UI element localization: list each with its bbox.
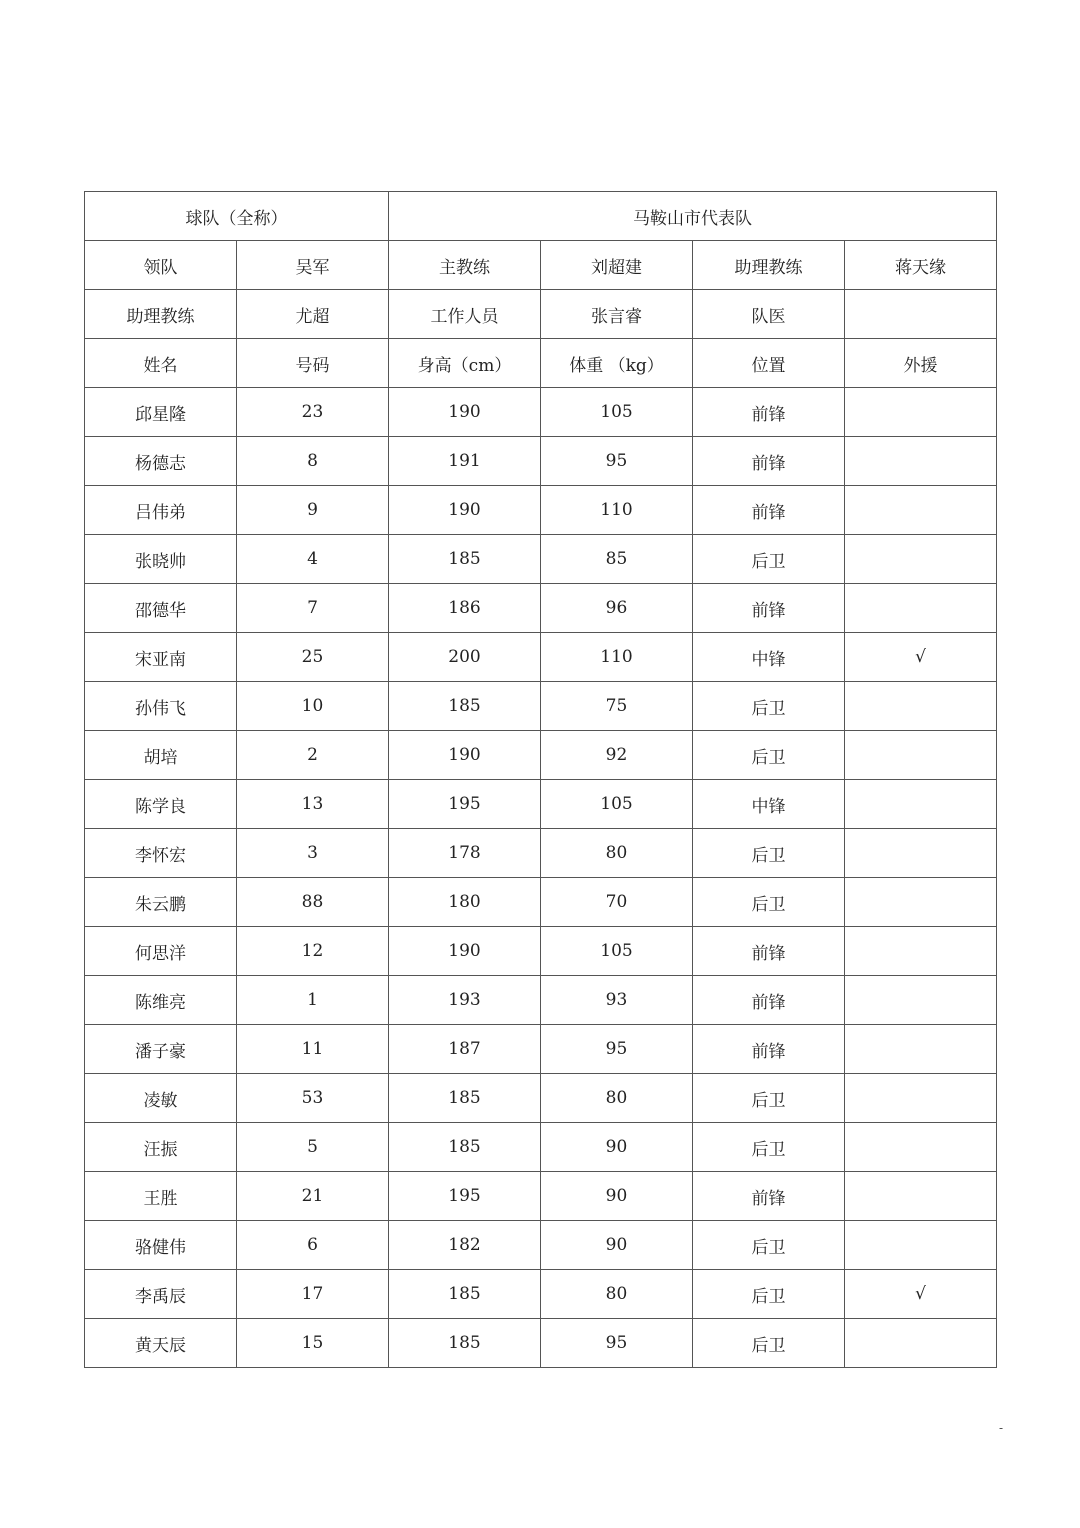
column-header: 体重 （kg）	[541, 339, 693, 388]
player-foreign	[845, 1319, 997, 1368]
player-number: 1	[237, 976, 389, 1025]
player-number: 6	[237, 1221, 389, 1270]
player-foreign	[845, 437, 997, 486]
assistant-coach-name: 尤超	[237, 290, 389, 339]
column-header: 位置	[693, 339, 845, 388]
player-height: 178	[389, 829, 541, 878]
player-height: 195	[389, 1172, 541, 1221]
player-height: 190	[389, 731, 541, 780]
player-number: 15	[237, 1319, 389, 1368]
head-coach-label: 主教练	[389, 241, 541, 290]
player-foreign	[845, 1074, 997, 1123]
player-foreign	[845, 1172, 997, 1221]
player-row	[85, 1123, 997, 1172]
player-position: 前锋	[693, 388, 845, 437]
player-row	[85, 1074, 997, 1123]
leader-name: 吴军	[237, 241, 389, 290]
player-position: 后卫	[693, 1123, 845, 1172]
player-row	[85, 976, 997, 1025]
player-row	[85, 1221, 997, 1270]
player-number: 11	[237, 1025, 389, 1074]
player-number: 9	[237, 486, 389, 535]
player-position: 前锋	[693, 976, 845, 1025]
player-row	[85, 682, 997, 731]
player-height: 185	[389, 1074, 541, 1123]
player-height: 195	[389, 780, 541, 829]
player-row	[85, 535, 997, 584]
player-name: 李禹辰	[85, 1270, 237, 1319]
player-number: 17	[237, 1270, 389, 1319]
player-height: 200	[389, 633, 541, 682]
head-coach-name: 刘超建	[541, 241, 693, 290]
player-name: 凌敏	[85, 1074, 237, 1123]
player-number: 10	[237, 682, 389, 731]
player-height: 185	[389, 1319, 541, 1368]
player-position: 前锋	[693, 437, 845, 486]
player-name: 骆健伟	[85, 1221, 237, 1270]
player-row	[85, 388, 997, 437]
player-row	[85, 584, 997, 633]
player-weight: 105	[541, 927, 693, 976]
player-number: 88	[237, 878, 389, 927]
player-number: 7	[237, 584, 389, 633]
player-position: 前锋	[693, 1025, 845, 1074]
player-number: 3	[237, 829, 389, 878]
page-mark: -	[999, 1421, 1004, 1435]
player-weight: 110	[541, 486, 693, 535]
staff-row	[85, 241, 997, 290]
player-weight: 105	[541, 388, 693, 437]
player-foreign	[845, 780, 997, 829]
player-number: 13	[237, 780, 389, 829]
leader-label: 领队	[85, 241, 237, 290]
player-name: 邵德华	[85, 584, 237, 633]
staff-label: 工作人员	[389, 290, 541, 339]
player-number: 4	[237, 535, 389, 584]
player-foreign	[845, 486, 997, 535]
player-foreign	[845, 682, 997, 731]
player-weight: 95	[541, 437, 693, 486]
player-weight: 95	[541, 1319, 693, 1368]
player-height: 187	[389, 1025, 541, 1074]
player-weight: 95	[541, 1025, 693, 1074]
player-row	[85, 1025, 997, 1074]
player-height: 182	[389, 1221, 541, 1270]
team-row	[85, 192, 997, 241]
player-weight: 110	[541, 633, 693, 682]
player-height: 185	[389, 1123, 541, 1172]
player-row	[85, 1270, 997, 1319]
player-weight: 90	[541, 1172, 693, 1221]
player-name: 胡培	[85, 731, 237, 780]
player-name: 邱星隆	[85, 388, 237, 437]
player-height: 180	[389, 878, 541, 927]
column-header: 身高（cm）	[389, 339, 541, 388]
player-name: 张晓帅	[85, 535, 237, 584]
column-header: 号码	[237, 339, 389, 388]
player-name: 李怀宏	[85, 829, 237, 878]
player-name: 汪振	[85, 1123, 237, 1172]
player-position: 后卫	[693, 1221, 845, 1270]
player-row	[85, 731, 997, 780]
player-position: 前锋	[693, 584, 845, 633]
player-height: 185	[389, 535, 541, 584]
player-position: 后卫	[693, 1270, 845, 1319]
player-height: 186	[389, 584, 541, 633]
player-name: 黄天辰	[85, 1319, 237, 1368]
player-name: 陈维亮	[85, 976, 237, 1025]
player-number: 21	[237, 1172, 389, 1221]
player-foreign	[845, 731, 997, 780]
player-position: 后卫	[693, 731, 845, 780]
player-weight: 90	[541, 1221, 693, 1270]
player-name: 王胜	[85, 1172, 237, 1221]
player-foreign	[845, 388, 997, 437]
player-weight: 70	[541, 878, 693, 927]
team-name: 马鞍山市代表队	[389, 192, 997, 241]
player-row	[85, 927, 997, 976]
player-position: 后卫	[693, 1074, 845, 1123]
player-position: 前锋	[693, 486, 845, 535]
player-position: 中锋	[693, 633, 845, 682]
player-row	[85, 829, 997, 878]
column-header-row	[85, 339, 997, 388]
player-name: 朱云鹏	[85, 878, 237, 927]
player-row	[85, 1319, 997, 1368]
player-height: 193	[389, 976, 541, 1025]
player-position: 后卫	[693, 829, 845, 878]
player-name: 孙伟飞	[85, 682, 237, 731]
player-number: 12	[237, 927, 389, 976]
player-weight: 75	[541, 682, 693, 731]
player-height: 191	[389, 437, 541, 486]
assistant-coach-label: 助理教练	[693, 241, 845, 290]
player-weight: 80	[541, 1074, 693, 1123]
player-row	[85, 1172, 997, 1221]
player-foreign	[845, 976, 997, 1025]
player-weight: 80	[541, 829, 693, 878]
player-name: 吕伟弟	[85, 486, 237, 535]
assistant-coach-label: 助理教练	[85, 290, 237, 339]
player-position: 后卫	[693, 878, 845, 927]
player-number: 25	[237, 633, 389, 682]
player-weight: 105	[541, 780, 693, 829]
doctor-label: 队医	[693, 290, 845, 339]
player-height: 190	[389, 486, 541, 535]
player-number: 53	[237, 1074, 389, 1123]
player-foreign	[845, 829, 997, 878]
player-weight: 85	[541, 535, 693, 584]
player-name: 杨德志	[85, 437, 237, 486]
player-position: 中锋	[693, 780, 845, 829]
player-height: 185	[389, 682, 541, 731]
player-row	[85, 878, 997, 927]
player-position: 后卫	[693, 682, 845, 731]
player-foreign: √	[845, 633, 997, 682]
roster-table	[84, 191, 997, 1368]
player-weight: 92	[541, 731, 693, 780]
player-position: 后卫	[693, 1319, 845, 1368]
column-header: 姓名	[85, 339, 237, 388]
player-row	[85, 633, 997, 682]
staff-name: 张言睿	[541, 290, 693, 339]
player-number: 2	[237, 731, 389, 780]
player-row	[85, 486, 997, 535]
doctor-name	[845, 290, 997, 339]
player-number: 5	[237, 1123, 389, 1172]
player-foreign	[845, 1221, 997, 1270]
player-number: 8	[237, 437, 389, 486]
player-weight: 96	[541, 584, 693, 633]
player-foreign	[845, 1025, 997, 1074]
player-number: 23	[237, 388, 389, 437]
team-label: 球队（全称）	[85, 192, 389, 241]
player-foreign	[845, 584, 997, 633]
player-name: 潘子豪	[85, 1025, 237, 1074]
player-name: 陈学良	[85, 780, 237, 829]
player-height: 190	[389, 927, 541, 976]
staff-row	[85, 290, 997, 339]
player-name: 何思洋	[85, 927, 237, 976]
player-row	[85, 780, 997, 829]
player-weight: 93	[541, 976, 693, 1025]
player-foreign	[845, 878, 997, 927]
player-weight: 90	[541, 1123, 693, 1172]
player-foreign	[845, 1123, 997, 1172]
column-header: 外援	[845, 339, 997, 388]
player-foreign	[845, 927, 997, 976]
player-height: 185	[389, 1270, 541, 1319]
player-weight: 80	[541, 1270, 693, 1319]
assistant-coach-name: 蒋天缘	[845, 241, 997, 290]
player-height: 190	[389, 388, 541, 437]
player-position: 前锋	[693, 927, 845, 976]
player-position: 后卫	[693, 535, 845, 584]
player-foreign: √	[845, 1270, 997, 1319]
player-foreign	[845, 535, 997, 584]
player-name: 宋亚南	[85, 633, 237, 682]
player-position: 前锋	[693, 1172, 845, 1221]
player-row	[85, 437, 997, 486]
